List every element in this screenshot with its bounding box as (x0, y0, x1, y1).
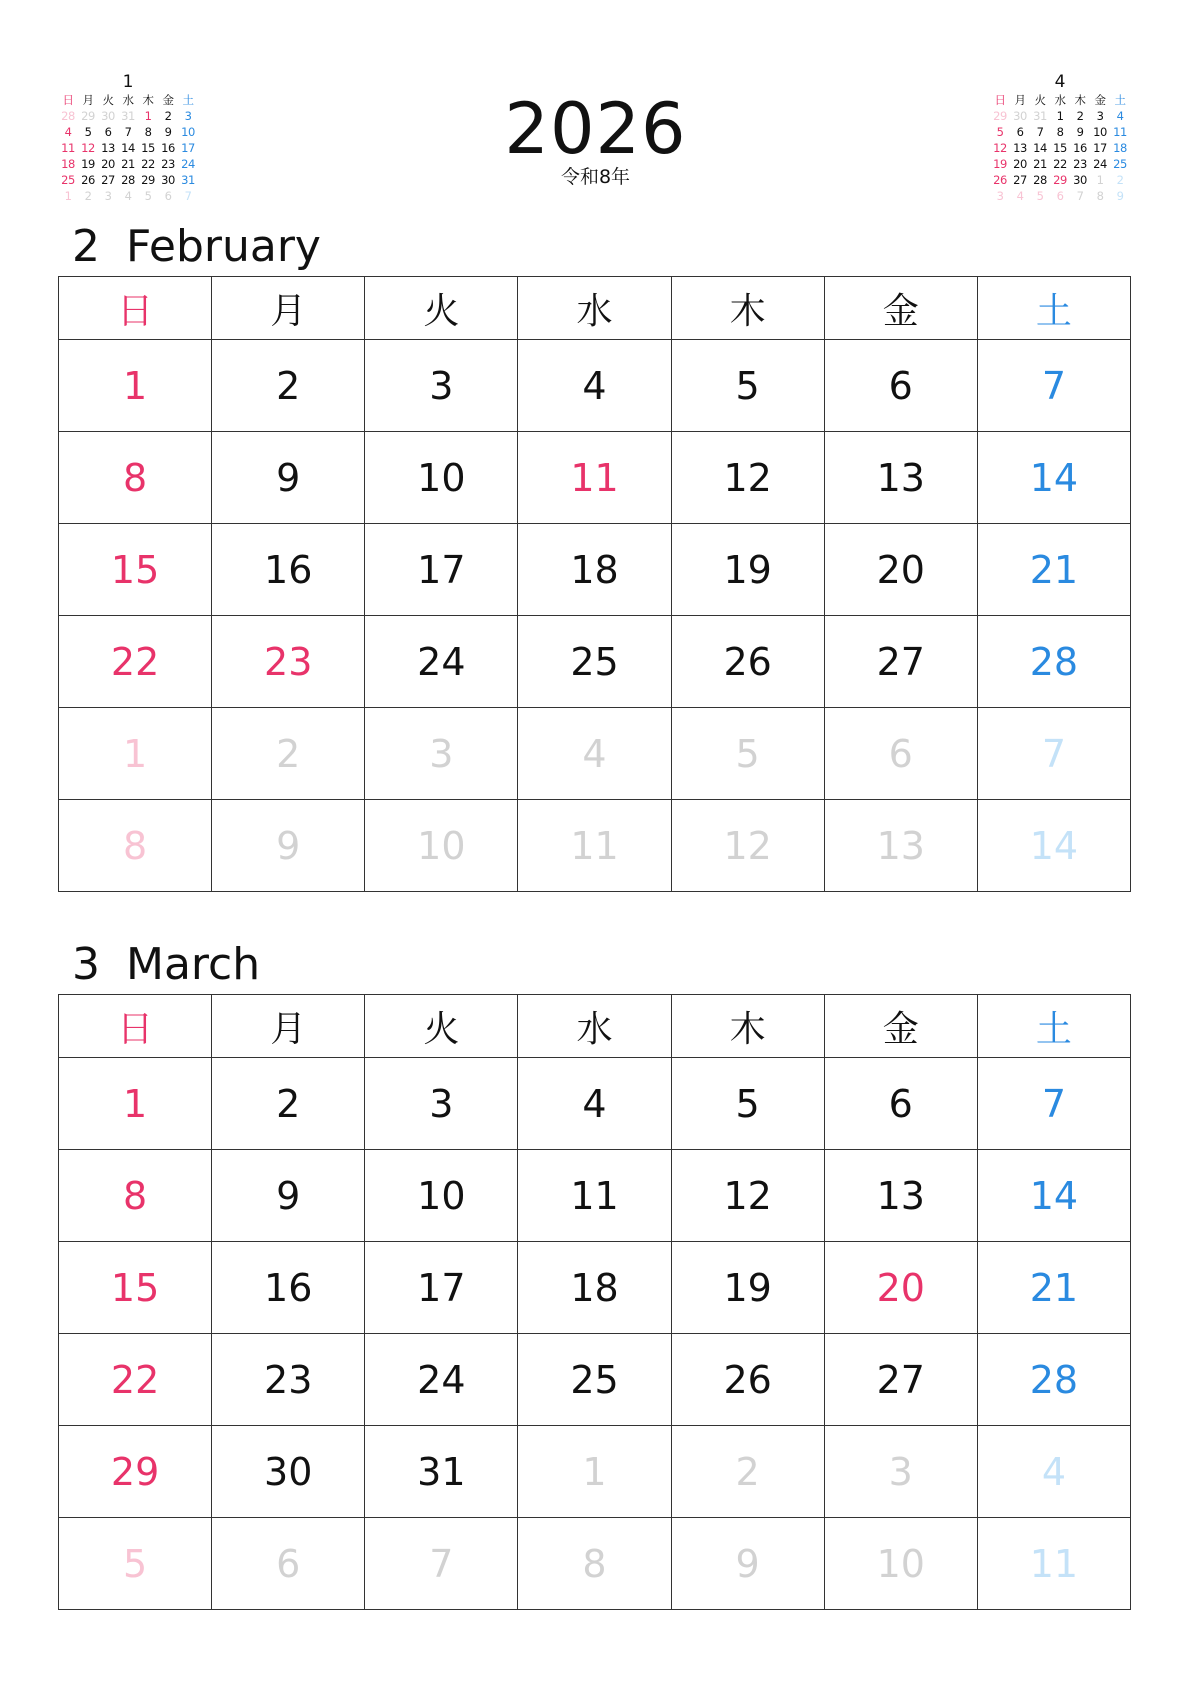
day-cell: 8 (59, 1150, 212, 1242)
weekday-header: 月 (212, 277, 365, 340)
calendar-grid-february (58, 276, 1131, 892)
mini-day: 7 (1036, 125, 1044, 139)
mini-day: 28 (1033, 173, 1047, 187)
day-cell: 28 (977, 1334, 1130, 1426)
mini-day: 16 (1073, 141, 1087, 155)
mini-day: 27 (1013, 173, 1027, 187)
mini-day: 29 (993, 109, 1007, 123)
day-cell: 10 (365, 800, 518, 892)
day-cell: 17 (365, 524, 518, 616)
mini-day: 17 (181, 141, 195, 155)
mini-day: 19 (993, 157, 1007, 171)
week-row (59, 432, 1131, 524)
day-cell: 29 (59, 1426, 212, 1518)
day-cell: 16 (212, 524, 365, 616)
month-number: 3 (72, 939, 100, 990)
mini-day: 25 (61, 173, 75, 187)
day-cell: 12 (671, 432, 824, 524)
day-cell: 3 (824, 1426, 977, 1518)
day-cell: 12 (671, 800, 824, 892)
mini-day: 3 (184, 109, 192, 123)
mini-day: 9 (164, 125, 172, 139)
mini-weekday: 金 (1094, 93, 1106, 107)
mini-day: 7 (184, 189, 192, 203)
weekday-header: 水 (518, 995, 671, 1058)
day-cell: 26 (671, 616, 824, 708)
day-cell: 30 (212, 1426, 365, 1518)
day-cell: 8 (59, 800, 212, 892)
weekday-header: 火 (365, 277, 518, 340)
day-cell: 11 (977, 1518, 1130, 1610)
mini-weekday: 月 (1014, 93, 1026, 107)
mini-weekday: 月 (82, 93, 94, 107)
day-cell: 24 (365, 616, 518, 708)
week-row (59, 800, 1131, 892)
day-cell: 9 (212, 800, 365, 892)
day-cell: 18 (518, 524, 671, 616)
day-cell: 20 (824, 524, 977, 616)
mini-weekday: 木 (142, 93, 154, 107)
weekday-header: 日 (59, 995, 212, 1058)
mini-day: 10 (181, 125, 195, 139)
mini-day: 23 (161, 157, 175, 171)
day-cell: 7 (365, 1518, 518, 1610)
day-cell: 11 (518, 432, 671, 524)
mini-day: 9 (1076, 125, 1084, 139)
day-cell: 13 (824, 1150, 977, 1242)
day-cell: 26 (671, 1334, 824, 1426)
mini-day: 1 (64, 189, 72, 203)
mini-day: 12 (81, 141, 95, 155)
day-cell: 5 (671, 1058, 824, 1150)
mini-week-row (990, 140, 1130, 156)
week-row (59, 616, 1131, 708)
mini-day: 5 (1036, 189, 1044, 203)
day-cell: 11 (518, 800, 671, 892)
day-cell: 19 (671, 1242, 824, 1334)
mini-day: 2 (164, 109, 172, 123)
day-cell: 27 (824, 1334, 977, 1426)
mini-month-number: 1 (122, 72, 134, 92)
mini-weekday: 木 (1074, 93, 1086, 107)
day-cell: 16 (212, 1242, 365, 1334)
mini-day: 3 (104, 189, 112, 203)
mini-week-row (990, 156, 1130, 172)
mini-day: 3 (996, 189, 1004, 203)
day-cell: 6 (824, 1058, 977, 1150)
mini-day: 20 (101, 157, 115, 171)
mini-weekday: 土 (1114, 93, 1126, 107)
mini-day: 24 (181, 157, 195, 171)
weekday-header: 木 (671, 995, 824, 1058)
mini-weekday: 水 (122, 93, 134, 107)
day-cell: 6 (212, 1518, 365, 1610)
week-row (59, 1518, 1131, 1610)
day-cell: 18 (518, 1242, 671, 1334)
week-row (59, 1334, 1131, 1426)
mini-week-row (58, 188, 198, 204)
mini-weekday: 日 (62, 93, 74, 107)
mini-weekday: 日 (994, 93, 1006, 107)
day-cell: 4 (518, 708, 671, 800)
week-row (59, 708, 1131, 800)
weekday-header: 月 (212, 995, 365, 1058)
day-cell: 5 (59, 1518, 212, 1610)
day-cell: 17 (365, 1242, 518, 1334)
day-cell: 4 (977, 1426, 1130, 1518)
mini-day: 31 (121, 109, 135, 123)
day-cell: 6 (824, 708, 977, 800)
day-cell: 2 (671, 1426, 824, 1518)
day-cell: 22 (59, 1334, 212, 1426)
mini-weekday: 金 (162, 93, 174, 107)
weekday-header-row (59, 277, 1131, 340)
week-row (59, 1150, 1131, 1242)
mini-day: 2 (1116, 173, 1124, 187)
month-title-march (72, 940, 260, 990)
mini-day: 20 (1013, 157, 1027, 171)
day-cell: 8 (518, 1518, 671, 1610)
day-cell: 11 (518, 1150, 671, 1242)
week-row (59, 1426, 1131, 1518)
mini-day: 14 (1033, 141, 1047, 155)
mini-day: 17 (1093, 141, 1107, 155)
mini-month-number: 4 (1054, 72, 1066, 92)
mini-day: 27 (101, 173, 115, 187)
mini-day: 4 (124, 189, 132, 203)
day-cell: 9 (212, 1150, 365, 1242)
mini-day: 4 (1116, 109, 1124, 123)
mini-day: 11 (1113, 125, 1127, 139)
mini-day: 30 (1013, 109, 1027, 123)
day-cell: 7 (977, 1058, 1130, 1150)
mini-day: 23 (1073, 157, 1087, 171)
mini-day: 29 (81, 109, 95, 123)
mini-day: 2 (84, 189, 92, 203)
mini-day: 29 (141, 173, 155, 187)
day-cell: 25 (518, 616, 671, 708)
mini-day: 8 (1056, 125, 1064, 139)
day-cell: 14 (977, 800, 1130, 892)
day-cell: 21 (977, 524, 1130, 616)
day-cell: 9 (671, 1518, 824, 1610)
mini-day: 24 (1093, 157, 1107, 171)
mini-day: 6 (104, 125, 112, 139)
day-cell: 23 (212, 1334, 365, 1426)
mini-week-row (990, 188, 1130, 204)
mini-weekday-row (990, 92, 1130, 108)
day-cell: 2 (212, 708, 365, 800)
day-cell: 13 (824, 800, 977, 892)
day-cell: 2 (212, 340, 365, 432)
mini-day: 1 (1096, 173, 1104, 187)
weekday-header: 日 (59, 277, 212, 340)
week-row (59, 340, 1131, 432)
day-cell: 20 (824, 1242, 977, 1334)
mini-day: 22 (141, 157, 155, 171)
day-cell: 10 (365, 432, 518, 524)
day-cell: 15 (59, 524, 212, 616)
mini-day: 5 (84, 125, 92, 139)
mini-day: 2 (1076, 109, 1084, 123)
day-cell: 6 (824, 340, 977, 432)
mini-day: 13 (1013, 141, 1027, 155)
day-cell: 5 (671, 340, 824, 432)
mini-day: 26 (81, 173, 95, 187)
mini-day: 6 (1016, 125, 1024, 139)
mini-day: 22 (1053, 157, 1067, 171)
mini-day: 11 (61, 141, 75, 155)
mini-weekday: 土 (182, 93, 194, 107)
day-cell: 1 (59, 340, 212, 432)
mini-day: 31 (181, 173, 195, 187)
day-cell: 31 (365, 1426, 518, 1518)
weekday-header-row (59, 995, 1131, 1058)
day-cell: 8 (59, 432, 212, 524)
weekday-header: 火 (365, 995, 518, 1058)
mini-day: 14 (121, 141, 135, 155)
month-number: 2 (72, 221, 100, 272)
mini-day: 21 (1033, 157, 1047, 171)
mini-weekday: 火 (102, 93, 114, 107)
weekday-header: 金 (824, 277, 977, 340)
day-cell: 27 (824, 616, 977, 708)
mini-day: 13 (101, 141, 115, 155)
day-cell: 3 (365, 1058, 518, 1150)
month-name: February (126, 221, 321, 272)
mini-day: 6 (164, 189, 172, 203)
mini-day: 5 (144, 189, 152, 203)
mini-week-row (990, 108, 1130, 124)
mini-day: 6 (1056, 189, 1064, 203)
mini-day: 5 (996, 125, 1004, 139)
mini-day: 28 (121, 173, 135, 187)
day-cell: 25 (518, 1334, 671, 1426)
year-title: 2026 (504, 88, 687, 170)
weekday-header: 土 (977, 277, 1130, 340)
mini-day: 9 (1116, 189, 1124, 203)
day-cell: 1 (59, 708, 212, 800)
mini-calendar-april (990, 72, 1130, 204)
mini-week-row (990, 172, 1130, 188)
day-cell: 1 (59, 1058, 212, 1150)
day-cell: 19 (671, 524, 824, 616)
mini-day: 1 (144, 109, 152, 123)
calendar-grid-march (58, 994, 1131, 1610)
weekday-header: 金 (824, 995, 977, 1058)
day-cell: 28 (977, 616, 1130, 708)
mini-day: 25 (1113, 157, 1127, 171)
week-row (59, 1058, 1131, 1150)
day-cell: 21 (977, 1242, 1130, 1334)
day-cell: 13 (824, 432, 977, 524)
mini-day: 8 (1096, 189, 1104, 203)
mini-day: 4 (64, 125, 72, 139)
day-cell: 4 (518, 340, 671, 432)
day-cell: 15 (59, 1242, 212, 1334)
mini-day: 7 (124, 125, 132, 139)
mini-day: 10 (1093, 125, 1107, 139)
month-name: March (126, 939, 261, 990)
weekday-header: 水 (518, 277, 671, 340)
mini-day: 3 (1096, 109, 1104, 123)
mini-day: 12 (993, 141, 1007, 155)
day-cell: 9 (212, 432, 365, 524)
mini-day: 31 (1033, 109, 1047, 123)
day-cell: 22 (59, 616, 212, 708)
week-row (59, 1242, 1131, 1334)
day-cell: 14 (977, 1150, 1130, 1242)
mini-day: 28 (61, 109, 75, 123)
day-cell: 14 (977, 432, 1130, 524)
day-cell: 10 (824, 1518, 977, 1610)
mini-day: 15 (1053, 141, 1067, 155)
mini-day: 16 (161, 141, 175, 155)
day-cell: 7 (977, 708, 1130, 800)
era-year: 令和8年 (560, 166, 631, 188)
mini-day: 4 (1016, 189, 1024, 203)
day-cell: 23 (212, 616, 365, 708)
day-cell: 3 (365, 340, 518, 432)
mini-day: 30 (1073, 173, 1087, 187)
day-cell: 2 (212, 1058, 365, 1150)
mini-day: 7 (1076, 189, 1084, 203)
day-cell: 24 (365, 1334, 518, 1426)
weekday-header: 土 (977, 995, 1130, 1058)
mini-week-row (990, 124, 1130, 140)
mini-day: 21 (121, 157, 135, 171)
mini-day: 30 (161, 173, 175, 187)
day-cell: 7 (977, 340, 1130, 432)
mini-day: 26 (993, 173, 1007, 187)
day-cell: 12 (671, 1150, 824, 1242)
mini-day: 8 (144, 125, 152, 139)
day-cell: 10 (365, 1150, 518, 1242)
mini-grid (990, 92, 1130, 204)
mini-weekday: 火 (1034, 93, 1046, 107)
mini-day: 1 (1056, 109, 1064, 123)
day-cell: 5 (671, 708, 824, 800)
week-row (59, 524, 1131, 616)
day-cell: 3 (365, 708, 518, 800)
mini-day: 18 (61, 157, 75, 171)
mini-day: 15 (141, 141, 155, 155)
mini-weekday: 水 (1054, 93, 1066, 107)
day-cell: 1 (518, 1426, 671, 1518)
mini-day: 30 (101, 109, 115, 123)
day-cell: 4 (518, 1058, 671, 1150)
mini-day: 18 (1113, 141, 1127, 155)
mini-day: 29 (1053, 173, 1067, 187)
mini-day: 19 (81, 157, 95, 171)
month-title-february (72, 222, 321, 272)
weekday-header: 木 (671, 277, 824, 340)
